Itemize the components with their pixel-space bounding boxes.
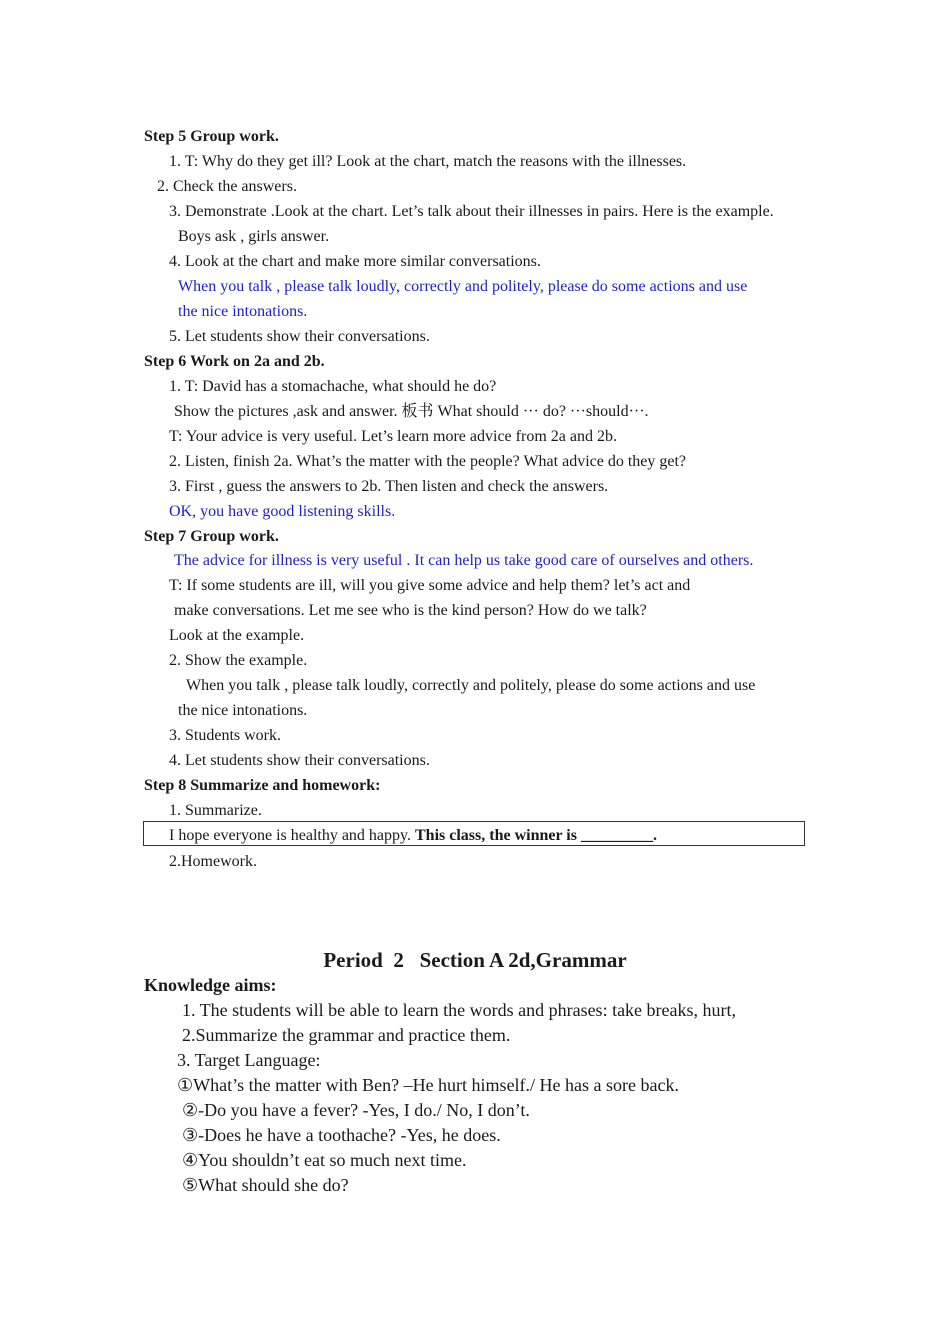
step5-blue-note-2: the nice intonations.	[178, 303, 308, 320]
step5-line-4: 4. Look at the chart and make more similar conversations.	[169, 253, 541, 270]
step7-line-2: 2. Show the example.	[169, 652, 308, 669]
summary-box-text	[169, 826, 657, 846]
step6-line-3: 3. First , guess the answers to 2b. Then listen and check the answers.	[169, 478, 609, 495]
aim-3: 3. Target Language:	[177, 1050, 321, 1070]
step6-line-1: 1. T: David has a stomachache, what should he do?	[169, 378, 497, 395]
target-language-4: ④You shouldn’t eat so much next time.	[182, 1150, 467, 1170]
target-language-3: ③-Does he have a toothache? -Yes, he does.	[182, 1125, 501, 1145]
step7-blue-note: The advice for illness is very useful . It can help us take good care of ourselves and others.	[174, 552, 754, 569]
target-language-5: ⑤What should she do?	[182, 1175, 349, 1195]
step5-line-3b: Boys ask , girls answer.	[178, 228, 330, 245]
step6-heading: Step 6 Work on 2a and 2b.	[144, 353, 325, 370]
step6-blue-note: OK, you have good listening skills.	[169, 503, 396, 520]
step5-heading: Step 5 Group work.	[144, 128, 279, 145]
step8-line-1: 1. Summarize.	[169, 802, 262, 819]
winner-blank: This class, the winner is _________.	[415, 827, 657, 844]
period2-title: Period 2 Section A 2d,Grammar	[323, 948, 627, 972]
step7-line-1: T: If some students are ill, will you give some advice and help them? let’s act and	[169, 577, 691, 594]
step5-line-5: 5. Let students show their conversations.	[169, 328, 430, 345]
step6-line-2: 2. Listen, finish 2a. What’s the matter with the people? What advice do they get?	[169, 453, 687, 470]
step6-line-1c: T: Your advice is very useful. Let’s learn more advice from 2a and 2b.	[169, 428, 617, 445]
step8-line-2: 2.Homework.	[169, 853, 257, 870]
step5-line-3: 3. Demonstrate .Look at the chart. Let’s talk about their illnesses in pairs. Here is the example.	[169, 203, 774, 220]
step8-heading: Step 8 Summarize and homework:	[144, 777, 381, 794]
step5-line-1: 1. T: Why do they get ill? Look at the chart, match the reasons with the illnesses.	[169, 153, 687, 170]
step7-heading: Step 7 Group work.	[144, 528, 279, 545]
target-language-1: ①What’s the matter with Ben? –He hurt himself./ He has a sore back.	[177, 1075, 679, 1095]
step7-line-2c: the nice intonations.	[178, 702, 308, 719]
aim-2: 2.Summarize the grammar and practice them.	[182, 1025, 511, 1045]
step7-line-3: 3. Students work.	[169, 727, 281, 744]
knowledge-aims-heading: Knowledge aims:	[144, 975, 277, 995]
step7-line-2b: When you talk , please talk loudly, correctly and politely, please do some actions and use	[186, 677, 756, 694]
step5-line-2: 2. Check the answers.	[157, 178, 297, 195]
aim-1: 1. The students will be able to learn the words and phrases: take breaks, hurt,	[182, 1000, 737, 1020]
step5-blue-note-1: When you talk , please talk loudly, correctly and politely, please do some actions and use	[178, 278, 748, 295]
step7-line-1b: make conversations. Let me see who is the kind person? How do we talk?	[174, 602, 647, 619]
target-language-2: ②-Do you have a fever? -Yes, I do./ No, I don’t.	[182, 1100, 530, 1120]
step6-line-1b: Show the pictures ,ask and answer. 板书 What should ··· do? ···should···.	[174, 403, 649, 420]
step7-line-4: 4. Let students show their conversations.	[169, 752, 430, 769]
step7-line-1c: Look at the example.	[169, 627, 305, 644]
summary-sentence: I hope everyone is healthy and happy.	[169, 827, 411, 844]
